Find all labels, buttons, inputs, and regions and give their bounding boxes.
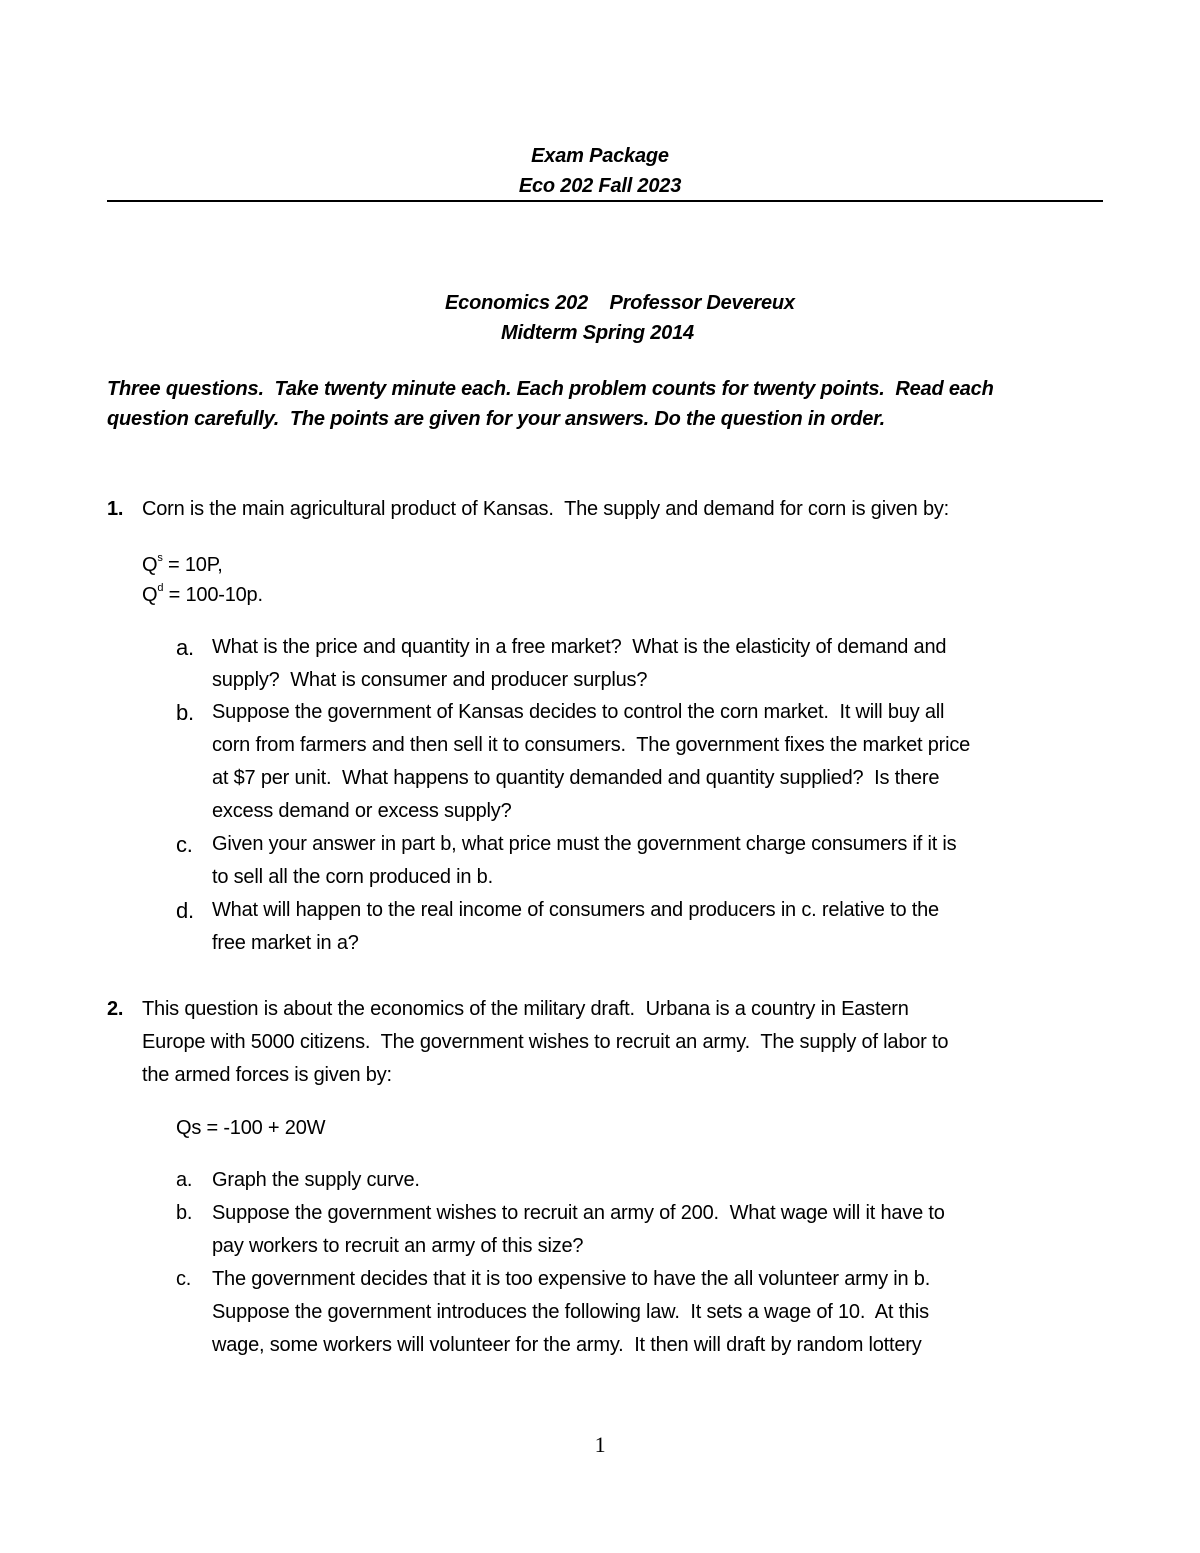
q1-part-c-label: c. [176, 832, 193, 857]
q1-part-b-line: excess demand or excess supply? [212, 800, 512, 822]
q1-part-d-line: free market in a? [212, 932, 359, 954]
q2-part-a-label: a. [176, 1169, 193, 1191]
q1-part-a-line: What is the price and quantity in a free market? What is the elasticity of demand and [212, 636, 947, 658]
q1-part-d-label: d. [176, 898, 194, 923]
term-line: Midterm Spring 2014 [501, 322, 694, 344]
q1-part-a-line: supply? What is consumer and producer surplus? [212, 669, 648, 691]
q1-demand-equation: $Q^d = 100-10p$. [142, 582, 263, 606]
q2-part-b-line: pay workers to recruit an army of this size? [212, 1235, 584, 1257]
q2-part-b-line: Suppose the government wishes to recruit an army of 200. What wage will it have to [212, 1202, 945, 1224]
page-number: 1 [594, 1432, 606, 1457]
q1-part-b-line: at $7 per unit. What happens to quantity demanded and quantity supplied? Is there [212, 767, 940, 789]
course-line: Economics 202 Professor Devereux [445, 292, 795, 314]
q2-part-b-label: b. [176, 1202, 193, 1224]
q1-part-c-line: to sell all the corn produced in b. [212, 866, 493, 888]
q1-supply-equation: $Q^s = 10P$, [142, 552, 223, 576]
instructions-line-2: question carefully. The points are given for your answers. Do the question in order. [107, 408, 885, 430]
q2-part-c-line: Suppose the government introduces the following law. It sets a wage of 10. At this [212, 1301, 929, 1323]
instructions-line-1: Three questions. Take twenty minute each. Each problem counts for twenty points. Read each [107, 378, 994, 400]
header-title: Exam Package [531, 145, 669, 167]
q1-part-d-line: What will happen to the real income of consumers and producers in c. relative to the [212, 899, 939, 921]
q1-number: 1. [107, 498, 124, 520]
q2-supply-equation: Qs = -100 + 20W [176, 1117, 326, 1139]
q2-text-line: Europe with 5000 citizens. The government wishes to recruit an army. The supply of labor to [142, 1031, 949, 1053]
q2-part-a-line: Graph the supply curve. [212, 1169, 420, 1191]
q2-text-line: This question is about the economics of the military draft. Urbana is a country in Eastern [142, 998, 909, 1020]
header-subtitle: Eco 202 Fall 2023 [518, 175, 682, 197]
q2-text-line: the armed forces is given by: [142, 1064, 392, 1086]
q1-part-b-line: Suppose the government of Kansas decides to control the corn market. It will buy all [212, 701, 945, 723]
q1-part-c-line: Given your answer in part b, what price must the government charge consumers if it is [212, 833, 957, 855]
q1-part-b-line: corn from farmers and then sell it to consumers. The government fixes the market price [212, 734, 971, 756]
q1-part-a-label: a. [176, 635, 194, 660]
q2-part-c-line: The government decides that it is too expensive to have the all volunteer army in b. [212, 1268, 931, 1290]
q2-number: 2. [107, 998, 124, 1020]
q1-part-b-label: b. [176, 700, 194, 725]
q2-part-c-label: c. [176, 1268, 192, 1290]
header-rule [107, 200, 1103, 202]
q2-part-c-line: wage, some workers will volunteer for the army. It then will draft by random lottery [212, 1334, 922, 1356]
q1-text: Corn is the main agricultural product of Kansas. The supply and demand for corn is given by: [142, 498, 950, 520]
